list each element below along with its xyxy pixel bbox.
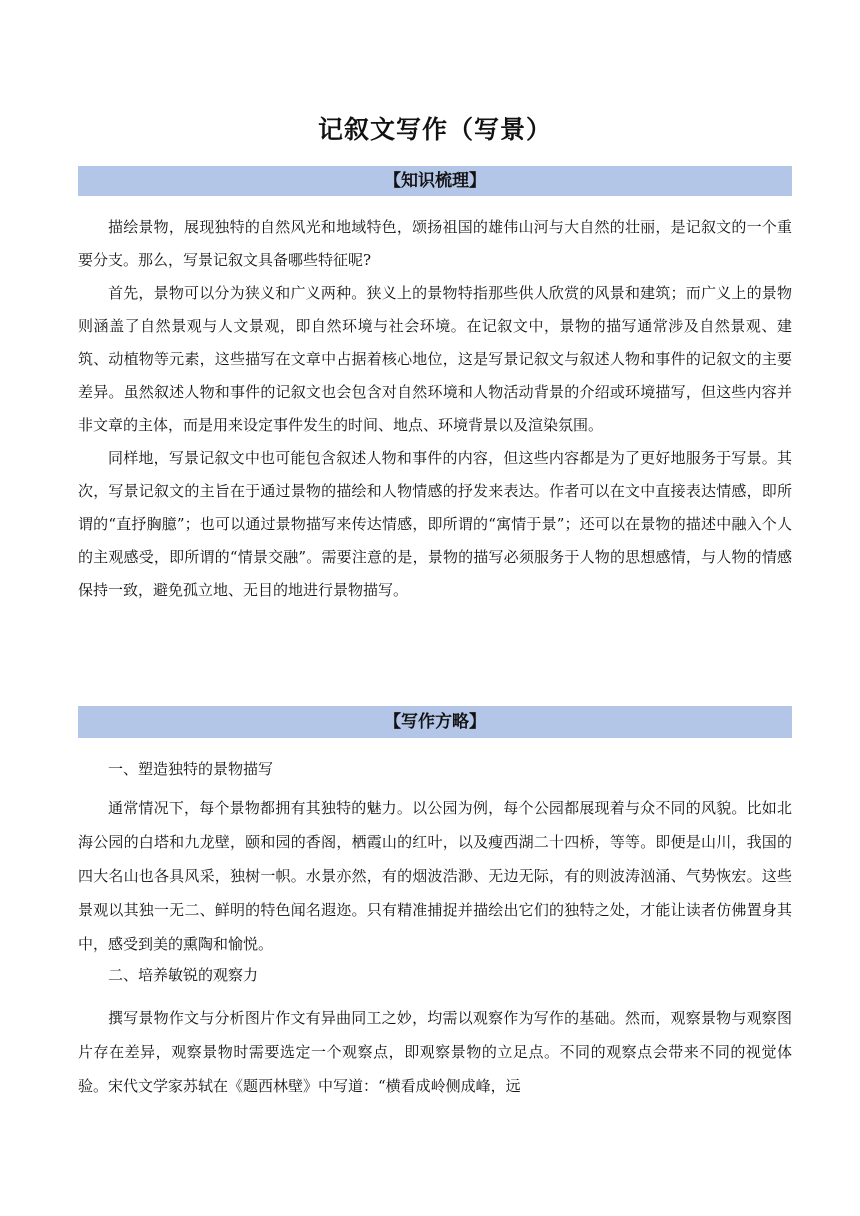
paragraph: 通常情况下，每个景物都拥有其独特的魅力。以公园为例，每个公园都展现着与众不同的风貌。比如北海公园的白塔和九龙壁，颐和园的香阁，栖霞山的红叶，以及瘦西湖二十四桥，等等。即便是山川，我国的四大名山也各具风采，独树一帜。水景亦然，有的烟波浩渺、无边无际，有的则波涛汹涌、气势恢宏。这些景观以其独一无二、鲜明的特色闻名遐迩。只有精准捕捉并描绘出它们的独特之处，才能让读者仿佛置身其中，感受到美的熏陶和愉悦。 bbox=[78, 799, 792, 953]
page-title: 记叙文写作（写景） bbox=[317, 115, 552, 144]
paragraph: 首先，景物可以分为狭义和广义两种。狭义上的景物特指那些供人欣赏的风景和建筑；而广义上的景物则涵盖了自然景观与人文景观，即自然环境与社会环境。在记叙文中，景物的描写通常涉及自然景观、建筑、动植物等元素，这些描写在文章中占据着核心地位，这是写景记叙文与叙述人物和事件的记叙文的主要差异。虽然叙述人物和事件的记叙文也会包含对自然环境和人物活动背景的介绍或环境描写，但这些内容并非文章的主体，而是用来设定事件发生的时间、地点、环境背景以及渲染氛围。 bbox=[78, 284, 792, 434]
subheading: 二、培养敏锐的观察力 bbox=[108, 966, 259, 984]
strategy-paragraph-1-wrap bbox=[78, 791, 792, 961]
subheading: 一、塑造独特的景物描写 bbox=[108, 760, 274, 778]
paragraph: 撰写景物作文与分析图片作文有异曲同工之妙，均需以观察作为写作的基础。然而，观察景物与观察图片存在差异，观察景物时需要选定一个观察点，即观察景物的立足点。不同的观察点会带来不同的视觉体验。宋代文学家苏轼在《题西林壁》中写道：“横看成岭侧成峰，远 bbox=[78, 1009, 792, 1095]
strategy-paragraph-2-wrap bbox=[78, 1001, 792, 1103]
section-heading-strategy: 【写作方略】 bbox=[78, 706, 792, 738]
section-heading-knowledge: 【知识梳理】 bbox=[78, 166, 792, 196]
subheading-1-wrap bbox=[78, 754, 792, 784]
paragraph: 同样地，写景记叙文中也可能包含叙述人物和事件的内容，但这些内容都是为了更好地服务于写景。其次，写景记叙文的主旨在于通过景物的描绘和人物情感的抒发来表达。作者可以在文中直接表达情感，即所谓的“直抒胸臆”；也可以通过景物描写来传达情感，即所谓的“寓情于景”；还可以在景物的描述中融入个人的主观感受，即所谓的“情景交融”。需要注意的是，景物的描写必须服务于人物的思想感情，与人物的情感保持一致，避免孤立地、无目的地进行景物描写。 bbox=[78, 449, 792, 599]
knowledge-section-body bbox=[78, 211, 792, 607]
paragraph: 描绘景物，展现独特的自然风光和地域特色，颂扬祖国的雄伟山河与大自然的壮丽，是记叙文的一个重要分支。那么，写景记叙文具备哪些特征呢? bbox=[78, 218, 792, 269]
subheading-2-wrap bbox=[78, 960, 792, 990]
